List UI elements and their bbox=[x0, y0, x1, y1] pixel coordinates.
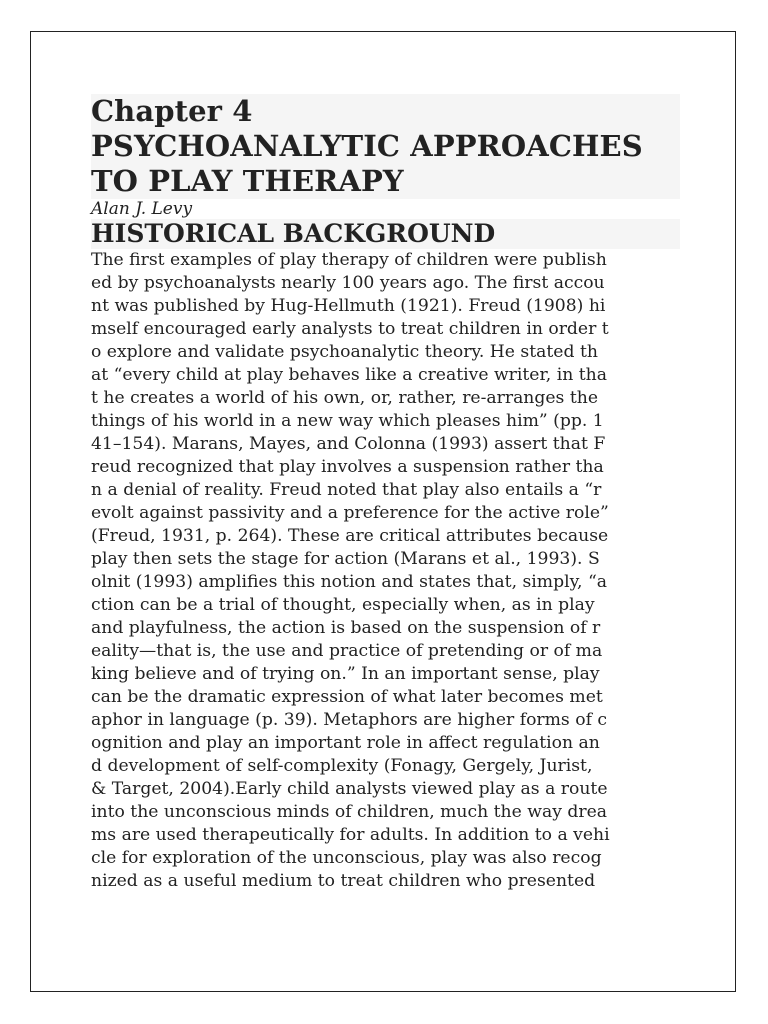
body-text-line: play then sets the stage for action (Marans et al., 1993). S bbox=[91, 549, 600, 569]
chapter-heading bbox=[91, 94, 680, 199]
body-text-line: king believe and of trying on.” In an important sense, play bbox=[91, 664, 600, 684]
body-text-line: cle for exploration of the unconscious, play was also recog bbox=[91, 848, 602, 868]
body-paragraph bbox=[91, 249, 680, 893]
body-text-line: olnit (1993) amplifies this notion and states that, simply, “a bbox=[91, 572, 607, 592]
body-text-line: at “every child at play behaves like a creative writer, in tha bbox=[91, 365, 607, 385]
body-text-line: ction can be a trial of thought, especially when, as in play bbox=[91, 595, 595, 615]
body-text-line: ed by psychoanalysts nearly 100 years ago. The first accou bbox=[91, 273, 605, 293]
body-text-line: nized as a useful medium to treat children who presented bbox=[91, 871, 596, 891]
body-text-line: into the unconscious minds of children, much the way drea bbox=[91, 802, 608, 822]
body-text-line: and playfulness, the action is based on the suspension of r bbox=[91, 618, 601, 638]
section-heading: HISTORICAL BACKGROUND bbox=[91, 219, 680, 249]
body-text-line: 41–154). Marans, Mayes, and Colonna (1993) assert that F bbox=[91, 434, 606, 454]
body-text-line: can be the dramatic expression of what later becomes met bbox=[91, 687, 603, 707]
body-text-line: & Target, 2004).Early child analysts viewed play as a route bbox=[91, 779, 608, 799]
author-name: Alan J. Levy bbox=[91, 199, 193, 219]
body-text-line: (Freud, 1931, p. 264). These are critical attributes because bbox=[91, 526, 609, 546]
body-text-line: things of his world in a new way which pleases him” (pp. 1 bbox=[91, 411, 604, 431]
body-text-line: reud recognized that play involves a suspension rather tha bbox=[91, 457, 604, 477]
page-content bbox=[91, 94, 680, 893]
chapter-title-line: PSYCHOANALYTIC APPROACHES bbox=[91, 129, 643, 163]
body-text-line: ognition and play an important role in affect regulation an bbox=[91, 733, 600, 753]
body-text-line: The first examples of play therapy of children were publish bbox=[91, 250, 607, 270]
body-text-line: ms are used therapeutically for adults. In addition to a vehi bbox=[91, 825, 610, 845]
chapter-title-line: TO PLAY THERAPY bbox=[91, 164, 404, 198]
body-text-line: n a denial of reality. Freud noted that play also entails a “r bbox=[91, 480, 602, 500]
body-text-line: t he creates a world of his own, or, rather, re-arranges the bbox=[91, 388, 598, 408]
body-text-line: eality—that is, the use and practice of pretending or of ma bbox=[91, 641, 603, 661]
body-text-line: d development of self-complexity (Fonagy, Gergely, Jurist, bbox=[91, 756, 593, 776]
body-text-line: nt was published by Hug-Hellmuth (1921). Freud (1908) hi bbox=[91, 296, 606, 316]
body-text-line: mself encouraged early analysts to treat children in order t bbox=[91, 319, 609, 339]
document-page bbox=[30, 31, 736, 992]
chapter-title bbox=[91, 94, 680, 199]
body-text-line: evolt against passivity and a preference for the active role” bbox=[91, 503, 609, 523]
body-text-line: o explore and validate psychoanalytic theory. He stated th bbox=[91, 342, 598, 362]
chapter-label: Chapter 4 bbox=[91, 94, 253, 128]
body-text-line: aphor in language (p. 39). Metaphors are higher forms of c bbox=[91, 710, 608, 730]
